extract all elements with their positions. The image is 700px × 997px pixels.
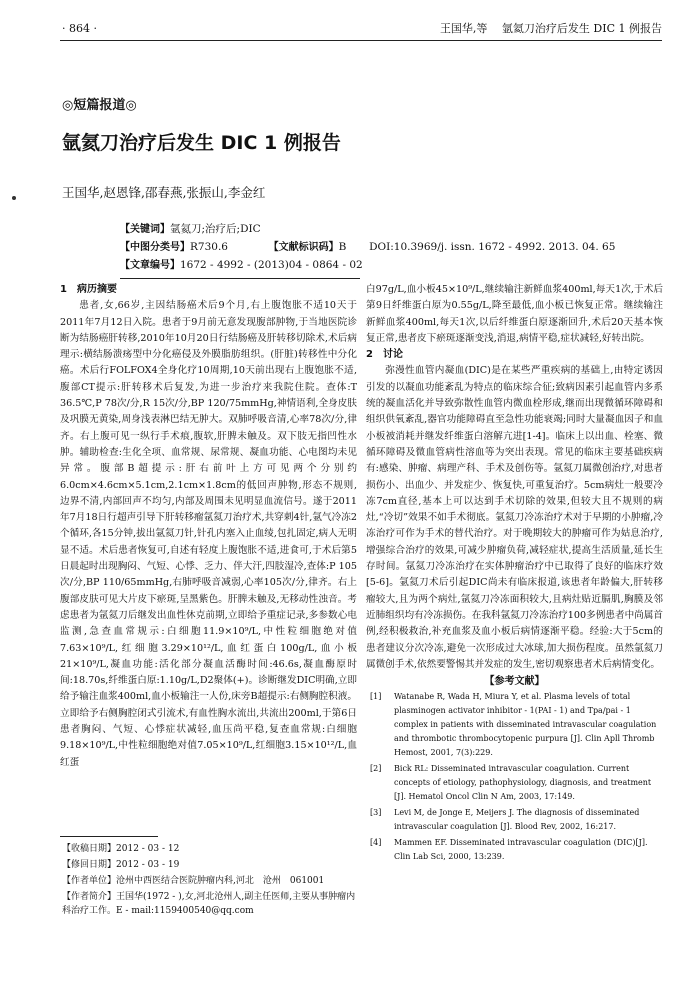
clc-label: 【中图分类号】	[120, 242, 190, 253]
bio-text: 王国华(1972 - ),女,河北沧州人,副主任医师,主要从事肿瘤内科治疗工作。E - mail:1159400540@qq.com	[62, 892, 356, 916]
section-heading-discussion: 2 讨论	[366, 349, 403, 361]
header-rule	[60, 40, 662, 41]
classification-line	[120, 238, 615, 253]
affiliation-text: 沧州中西医结合医院肿瘤内科,河北 沧州 061001	[116, 876, 325, 886]
right-column	[366, 282, 663, 866]
section-heading-case: 1 病历摘要	[60, 284, 117, 295]
reference-item	[366, 806, 663, 834]
reference-number: [3]	[370, 808, 382, 818]
footnote-received	[62, 842, 357, 856]
keywords-line	[120, 220, 261, 236]
revised-label: 【修回日期】	[62, 860, 117, 870]
reference-number: [4]	[370, 838, 382, 848]
received-label: 【收稿日期】	[62, 844, 117, 854]
keywords-value: 氩氦刀;治疗后;DIC	[170, 223, 261, 235]
footnote-revised	[62, 858, 357, 872]
reference-item	[366, 836, 663, 864]
doc-code-label: 【文献标识码】	[268, 242, 339, 253]
left-column	[60, 282, 357, 771]
bio-label: 【作者简介】	[62, 892, 117, 902]
keywords-label: 【关键词】	[120, 224, 170, 235]
reference-number: [2]	[370, 764, 382, 774]
clc-value: R730.6	[190, 241, 228, 253]
reference-text: Watanabe R, Wada H, Miura Y, et al. Plasma levels of total plasminogen activator inhibitor - 1(PAI - 1) and Tpa/pai - 1 complex in patients with disseminated intravascular coagulation and thrombotic thrombocytopenic purpura [J]. Clin Apll Thromb Hemost, 2001, 7(3):229.	[394, 692, 657, 758]
doi: DOI:10.3969/j. issn. 1672 - 4992. 2013. 04. 65	[369, 241, 616, 253]
footnote-bio	[62, 890, 357, 918]
discussion-paragraph: 弥漫性血管内凝血(DIC)是在某些严重疾病的基础上,由特定诱因引发的以凝血功能紊乱为特点的临床综合征;致病因素引起血管内多系统的凝血活化并导致弥散性血管内微血栓形成,继而出现微循环障碍和组织供氧紊乱,器官功能障碍直至急性功能衰竭;同时大量凝血因子和血小板被消耗并继发纤维蛋白溶解亢进[1-4]。临床上以出血、栓塞、微循环障碍及微血管病性溶血等为突出表现。常见的临床主要基础疾病有:感染、肿瘤、病理产科、手术及创伤等。氩氦刀属微创治疗,对患者损伤小、出血少、并发症少、恢复快,可重复治疗。5cm病灶一般要冷冻7cm直径,基本上可以达到手术切除的效果,但较大且不规则的病灶,“冷切”效果不如手术彻底。氩氦刀冷冻治疗术对于早期的小肿瘤,冷冻治疗可作为手术的替代治疗。对于晚期较大的肿瘤可作为姑息治疗,增强综合治疗的效果,可减少肿瘤负荷,减轻症状,提高生活质量,延长生存时间。氩氦刀冷冻治疗在实体肿瘤治疗中已取得了良好的临床疗效[5-6]。氩氦刀术后引起DIC尚未有临床报道,该患者年龄偏大,肝转移瘤较大,且为两个病灶,氩氦刀冷冻面积较大,且病灶贴近膈肌,胸膜及邻近肺组织均有冷冻损伤。在我科氩氦刀冷冻治疗100多例患者中尚属首例,经积极救治,补充血浆及血小板后病情逐渐平稳。经验:大于5cm的患者建议分次冷冻,避免一次形成过大冰球,加大损伤程度。虽然氩氦刀属微创手术,依然要警惕其并发症的发生,密切观察患者术后病情变化。	[366, 365, 663, 670]
reference-item	[366, 690, 663, 760]
affiliation-label: 【作者单位】	[62, 876, 117, 886]
received-date: 2012 - 03 - 12	[116, 844, 180, 854]
page-number: · 864 ·	[62, 22, 97, 35]
article-number-label: 【文章编号】	[120, 260, 180, 271]
margin-mark	[12, 196, 16, 200]
footnote-affiliation	[62, 874, 357, 888]
article-number-line	[120, 256, 363, 271]
references-heading: 【参考文献】	[484, 676, 545, 688]
reference-item	[366, 762, 663, 804]
reference-text: Levi M, de Jonge E, Meijers J. The diagnosis of disseminated intravascular coagulation [J]. Blood Rev, 2002, 16:217.	[394, 808, 640, 832]
doc-code-value: B	[338, 241, 347, 253]
section-tag: ◎短篇报道◎	[62, 98, 137, 113]
footnote-rule	[60, 836, 158, 837]
reference-number: [1]	[370, 692, 382, 702]
author-list: 王国华,赵恩锋,邵春燕,张振山,李金红	[62, 185, 266, 200]
reference-text: Mammen EF. Disseminated intravascular coagulation (DIC)[J]. Clin Lab Sci, 2000, 13:239.	[394, 838, 648, 862]
article-number-value: 1672 - 4992 - (2013)04 - 0864 - 02	[180, 259, 363, 271]
article-title: 氩氦刀治疗后发生 DIC 1 例报告	[62, 132, 341, 154]
revised-date: 2012 - 03 - 19	[116, 860, 180, 870]
reference-text: Bick RL: Disseminated intravascular coagulation. Current concepts of etiology, pathophysiology, diagnosis, and treatment [J]. Hematol Oncol Clin N Am, 2003, 17:149.	[394, 764, 652, 802]
case-paragraph: 患者,女,66岁,主因结肠癌术后9个月,右上腹饱胀不适10天于2011年7月12日入院。患者于9月前无意发现腹部肿物,于当地医院诊断为结肠癌肝转移,2010年10月20日行结肠癌及肝转移切除术,术后病理示:横结肠溃疡型中分化癌侵及外膜脂肪组织。(肝脏)转移性中分化癌。术后行FOLFOX4全身化疗10周期,10天前出现右上腹饱胀不适,腹部CT提示:肝转移术后复发,为进一步治疗来我院住院。查体:T 36.5℃,P 78次/分,R 15次/分,BP 120/75mmHg,神情语利,全身皮肤及巩膜无黄染,周身浅表淋巴结无肿大。双肺呼吸音清,心率78次/分,律齐。右上腹可见一纵行手术痕,腹软,肝脾未触及。双下肢无指凹性水肿。辅助检查:生化全项、血常规、尿常规、凝血功能、心电图均未见异常。腹部B超提示:肝右前叶上方可见两个分别约6.0cm×4.6cm×5.1cm,2.1cm×1.8cm的低回声肿物,形态不规则,边界不清,内部回声不均匀,内部及周围未见明显血流信号。遂于2011年7月18日行超声引导下肝转移瘤氩氦刀治疗术,共穿刺4针,氩气冷冻2个循环,各15分钟,拔出氩氦刀针,针孔内塞入止血绫,包扎固定,病人无明显不适。术后患者恢复可,自述有轻度上腹饱胀不适,进食可,于术后第5日晨起时出现胸闷、气短、心悸、乏力、伴大汗,四肢湿冷,查体:P 105次/分,BP 110/65mmHg,右肺呼吸音减弱,心率105次/分,律齐。右上腹部皮肤可见大片皮下瘀斑,呈黑紫色。肝脾未触及,无移动性浊音。考虑患者为氩氦刀后继发出血性休克前期,立即给予重症记录,多参数心电监测,急查血常规示:白细胞11.9×10⁹/L,中性粒细胞绝对值7.63×10⁹/L,红细胞3.29×10¹²/L,血红蛋白100g/L,血小板21×10⁹/L,凝血功能:活化部分凝血活酶时间:46.6s,凝血酶原时间:18.70s,纤维蛋白原:1.10g/L,D2聚体(+)。诊断继发DIC明确,立即给予输注血浆400ml,血小板输注一人份,床旁B超提示:右侧胸腔积液。立即给予右侧胸腔闭式引流术,有血性胸水流出,共流出200ml,于第6日患者胸闷、气短、心悸症状减轻,血压尚平稳,复查血常规:白细胞9.18×10⁹/L,中性粒细胞绝对值7.05×10⁹/L,红细胞3.15×10¹²/L,血红蛋	[60, 300, 357, 768]
meta-rule	[120, 278, 360, 279]
case-paragraph-continued: 白97g/L,血小板45×10⁹/L,继续输注新鲜血浆400ml,每天1次,于术后第9日纤维蛋白原为0.55g/L,降至最低,血小板已恢复正常。继续输注新鲜血浆400ml,每天1次,以后纤维蛋白原逐渐回升,术后20天基本恢复正常,患者皮下瘀斑逐渐变浅,消退,病情平稳,症状减轻,好转出院。	[366, 284, 663, 344]
running-head: 王国华,等 氩氦刀治疗后发生 DIC 1 例报告	[439, 22, 662, 35]
